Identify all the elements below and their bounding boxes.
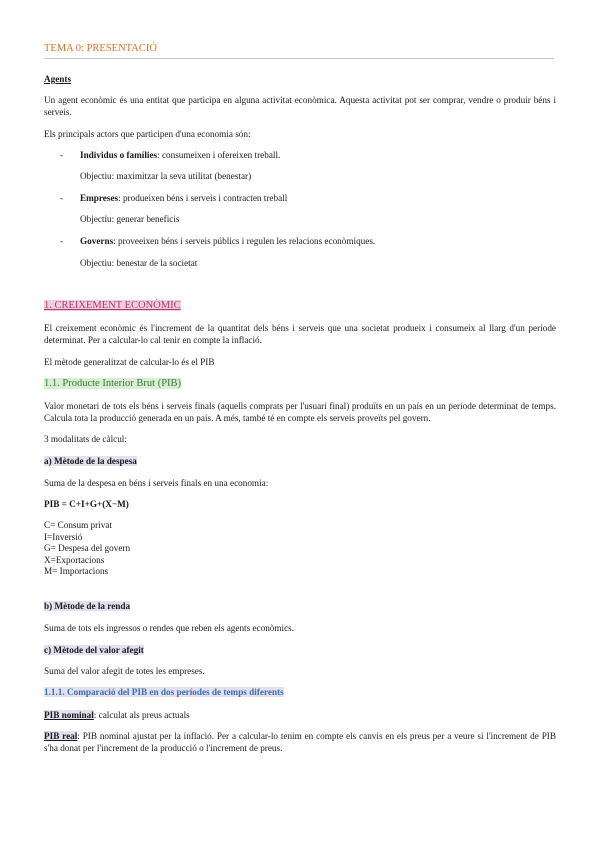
legend-line: C= Consum privat: [44, 520, 112, 530]
agent-objective: Objectiu: benestar de la societat: [80, 258, 198, 268]
method-description: Suma del valor afegit de totes les empreses.: [44, 666, 205, 676]
agent-item: [80, 149, 280, 161]
agent-objective: Objectiu: maximitzar la seva utilitat (benestar): [80, 171, 252, 181]
nominal-pib-text: : calculat als preus actuals: [93, 710, 190, 720]
agents-paragraph: Un agent econòmic és una entitat que participa en alguna activitat econòmica. Aquesta activitat pot ser comprar, vendre o produir béns i serveis.: [44, 95, 556, 118]
growth-paragraph: El creixement econòmic és l'increment de la quantitat dels béns i serveis que una societat produeix i consumeix al llarg d'un període determinat. Per a calcular-lo cal tenir en compte la inflació.: [44, 323, 556, 346]
nominal-pib-label: PIB nominal: [44, 710, 94, 720]
method-heading-text: c) Mètode del valor afegit: [44, 645, 144, 655]
section-heading-text: 1. CREIXEMENT ECONÒMIC: [44, 300, 181, 311]
agents-heading: Agents: [44, 74, 72, 84]
subsection-heading-text: 1.1. Producte Interior Brut (PIB): [44, 378, 182, 389]
pib-formula: PIB = C+I+G+(X−M): [44, 499, 129, 509]
agent-desc: : proveeixen béns i serveis públics i regulen les relacions econòmiques.: [113, 236, 376, 246]
agent-item: [80, 192, 287, 204]
subsubsection-heading-text: 1.1.1. Comparació del PIB en dos períodes de temps diferents: [44, 687, 284, 697]
title-rule: [44, 58, 554, 59]
agent-objective: Objectiu: generar beneficis: [80, 214, 180, 224]
agent-item: [80, 235, 375, 247]
agent-desc: : consumeixen i ofereixen treball.: [157, 150, 281, 160]
method-heading-text: b) Mètode de la renda: [44, 601, 131, 611]
agent-name: Individus o famílies: [80, 150, 158, 160]
method-description: Suma de la despesa en béns i serveis finals en una economia:: [44, 478, 269, 488]
agent-name: Governs: [80, 236, 114, 246]
section-heading: [44, 300, 181, 311]
bullet-marker: -: [60, 236, 64, 246]
method-heading-text: a) Mètode de la despesa: [44, 456, 137, 466]
modalities-intro: 3 modalitats de càlcul:: [44, 434, 127, 444]
page-title: TEMA 0: PRESENTACIÓ: [44, 43, 157, 54]
real-pib-paragraph: [44, 730, 556, 755]
method-heading: [44, 644, 144, 656]
legend-line: M= Importacions: [44, 566, 109, 577]
nominal-pib-line: [44, 709, 190, 721]
bullet-marker: -: [60, 150, 64, 160]
agent-name: Empreses: [80, 193, 119, 203]
subsubsection-heading: [44, 687, 284, 697]
bullet-marker: -: [60, 193, 64, 203]
growth-method: El mètode generalitzat de calcular-lo és el PIB: [44, 357, 215, 367]
legend-line: G= Despesa del govern: [44, 543, 131, 554]
formula-legend: [44, 520, 130, 578]
method-heading: [44, 455, 137, 467]
real-pib-text: : PIB nominal ajustat per la inflació. Per a calcular-lo tenim en compte els canvis en els preus per a veure si l'increment de PIB s'ha donat per l'increment de la producció o l'increment de preus.: [44, 731, 556, 754]
method-description: Suma de tots els ingressos o rendes que reben els agents econòmics.: [44, 623, 295, 633]
method-heading: [44, 600, 130, 612]
real-pib-label: PIB real: [44, 731, 78, 741]
legend-line: I=Inversió: [44, 531, 83, 542]
subsection-heading: [44, 378, 181, 389]
pib-paragraph: Valor monetari de tots els béns i serveis finals (aquells comprats per l'usuari final) produïts en un país en un període determinat de temps. Calcula tota la producció generada en un país. A més, també té en compte els serveis proveïts pel govern.: [44, 401, 556, 424]
agent-desc: : produeixen béns i serveis i contracten treball: [118, 193, 288, 203]
legend-line: X=Exportacions: [44, 554, 105, 565]
agents-intro: Els principals actors que participen d'una economia són:: [44, 129, 251, 139]
